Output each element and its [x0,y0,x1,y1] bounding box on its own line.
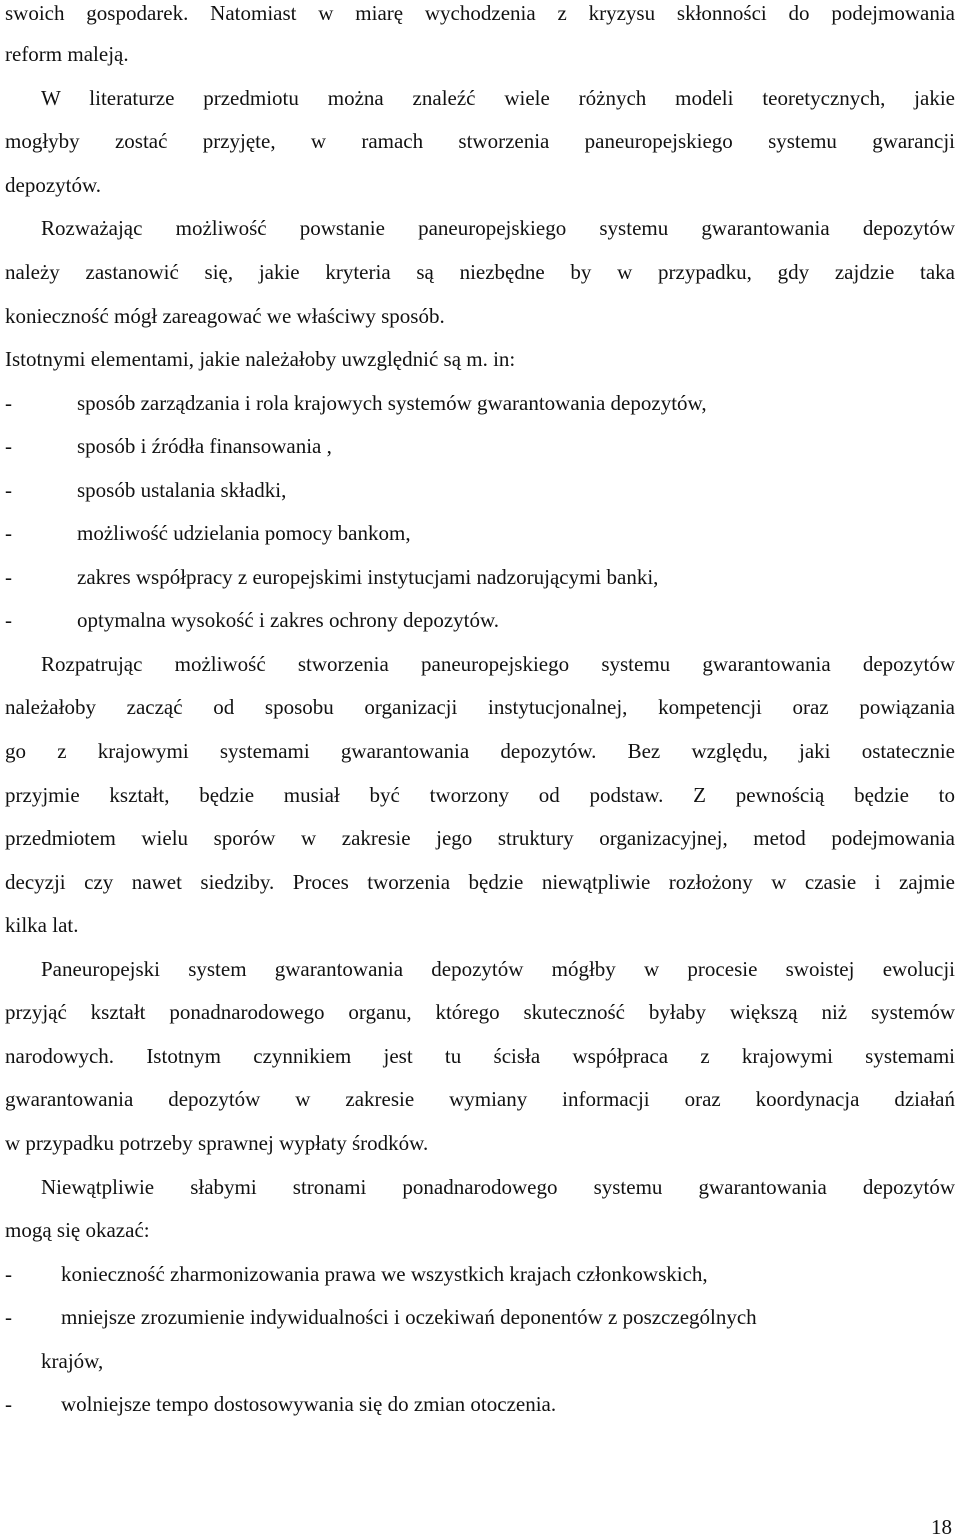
list-item-text: krajów, [41,1349,104,1373]
list-item-text: sposób ustalania składki, [77,478,287,502]
list-item-text: możliwość udzielania pomocy bankom, [77,521,411,545]
text-line: kilka lat. [5,913,79,937]
text-line: mogą się okazać: [5,1218,150,1242]
list-dash: - [5,1392,12,1416]
list-item [5,477,955,503]
list-item [5,607,955,633]
text-line: Paneuropejski system gwarantowania depozytów mógłby w procesie swoistej ewolucji [41,957,955,981]
text-line: w przypadku potrzeby sprawnej wypłaty środków. [5,1131,429,1155]
list-dash: - [5,434,12,458]
list-dash: - [5,478,12,502]
list-dash: - [5,391,12,415]
text-line: W literaturze przedmiotu można znaleźć wiele różnych modeli teoretycznych, jakie [41,86,955,110]
text-line: Rozpatrując możliwość stworzenia paneuropejskiego systemu gwarantowania depozytów [41,652,955,676]
list-dash: - [5,521,12,545]
text-line: reform maleją. [5,42,129,66]
text-line: przedmiotem wielu sporów w zakresie jego struktury organizacyjnej, metod podejmowania [5,826,955,850]
list-dash: - [5,608,12,632]
list-item [5,520,955,546]
list-dash: - [5,1305,12,1329]
text-line: swoich gospodarek. Natomiast w miarę wychodzenia z kryzysu skłonności do podejmowania [5,1,955,25]
list-item [5,390,955,416]
list-item-continuation [5,1348,955,1374]
text-line: Rozważając możliwość powstanie paneuropejskiego systemu gwarantowania depozytów [41,216,955,240]
list-item-text: optymalna wysokość i zakres ochrony depozytów. [77,608,500,632]
text-line: Istotnymi elementami, jakie należałoby uwzględnić są m. in: [5,347,516,371]
list-item [5,1391,955,1417]
list-item-text: wolniejsze tempo dostosowywania się do zmian otoczenia. [61,1392,557,1416]
list-item-text: sposób zarządzania i rola krajowych systemów gwarantowania depozytów, [77,391,707,415]
text-line: narodowych. Istotnym czynnikiem jest tu ścisła współpraca z krajowymi systemami [5,1044,955,1068]
document-page [5,0,955,1537]
text-line: Niewątpliwie słabymi stronami ponadnarodowego systemu gwarantowania depozytów [41,1175,955,1199]
text-line: depozytów. [5,173,102,197]
text-line: należałoby zacząć od sposobu organizacji instytucjonalnej, kompetencji oraz powiązania [5,695,955,719]
list-item-text: konieczność zharmonizowania prawa we wszystkich krajach członkowskich, [61,1262,708,1286]
text-line: przyjąć kształt ponadnarodowego organu, którego skuteczność byłaby większą niż systemów [5,1000,955,1024]
text-line: decyzji czy nawet siedziby. Proces tworzenia będzie niewątpliwie rozłożony w czasie i zajmie [5,870,955,894]
text-line: mogłyby zostać przyjęte, w ramach stworzenia paneuropejskiego systemu gwarancji [5,129,955,153]
list-dash: - [5,565,12,589]
text-line: należy zastanowić się, jakie kryteria są niezbędne by w przypadku, gdy zajdzie taka [5,260,955,284]
list-item [5,433,955,459]
list-item [5,1304,955,1330]
text-line: przyjmie kształt, będzie musiał być tworzony od podstaw. Z pewnością będzie to [5,783,955,807]
text-line: gwarantowania depozytów w zakresie wymiany informacji oraz koordynacja działań [5,1087,955,1111]
list-item [5,564,955,590]
list-item-text: sposób i źródła finansowania , [77,434,332,458]
list-item-text: mniejsze zrozumienie indywidualności i oczekiwań deponentów z poszczególnych [61,1305,757,1329]
list-dash: - [5,1262,12,1286]
list-item [5,1261,955,1287]
list-item-text: zakres współpracy z europejskimi instytucjami nadzorującymi banki, [77,565,659,589]
page-number: 18 [931,1515,952,1539]
text-line: konieczność mógł zareagować we właściwy sposób. [5,304,445,328]
text-line: go z krajowymi systemami gwarantowania depozytów. Bez względu, jaki ostatecznie [5,739,955,763]
